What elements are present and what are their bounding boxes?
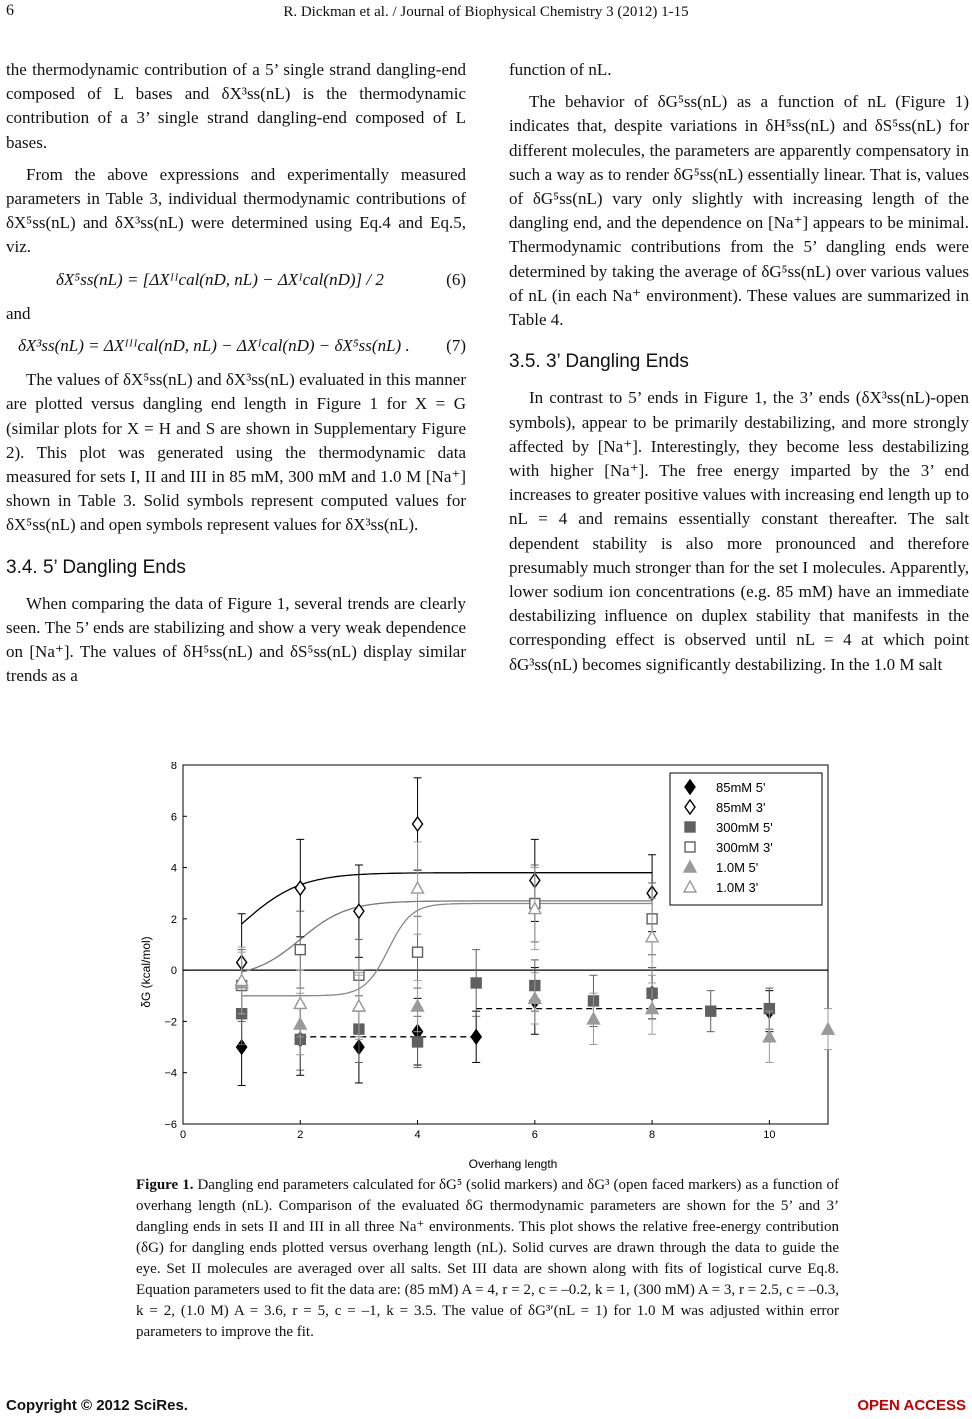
data-point [353, 1000, 365, 1011]
section-heading-3-4: 3.4. 5’ Dangling Ends [6, 556, 186, 578]
page-number: 6 [6, 2, 14, 19]
legend-marker [685, 842, 695, 852]
equation-6-body: δX⁵ss(nL) = [ΔXᴵᴵcal(nD, nL) − ΔXᴵcal(nD)] / 2 [56, 269, 384, 289]
legend-marker [685, 822, 695, 832]
left-paragraph-3: The values of δX⁵ss(nL) and δX³ss(nL) evaluated in this manner are plotted versus dangling end length in Figure 1 for X = G (similar plots for X = H and S are shown in Supplementary Figure 2). This plot was generated using the thermodynamic data measured for sets I, II and III in 85 mM, 300 mM and 1.0 M [Na⁺] shown in Table 3. Solid symbols represent computed values for δX⁵ss(nL) and open symbols represent values for δX³ss(nL). [6, 370, 466, 535]
figure-1-chart [138, 762, 838, 1172]
equation-7 [6, 334, 466, 358]
data-point [295, 945, 305, 955]
data-point [413, 1037, 423, 1047]
y-axis-label: δG (kcal/mol) [139, 936, 153, 1008]
data-point [822, 1023, 834, 1034]
y-tick-label: 4 [170, 862, 177, 875]
x-axis-label: Overhang length [468, 1157, 558, 1171]
left-paragraph-2: From the above expressions and experimentally measured parameters in Table 3, individual thermodynamic contributions of δX⁵ss(nL) and δX³ss(nL) were determined using Eq.4 and Eq.5, viz. [6, 164, 466, 257]
x-tick-label: 10 [763, 1129, 776, 1141]
equation-6-number: (6) [446, 269, 466, 289]
y-tick-label: −4 [164, 1067, 177, 1080]
running-header: R. Dickman et al. / Journal of Biophysical Chemistry 3 (2012) 1-15 [283, 4, 689, 20]
data-point [763, 1031, 775, 1042]
data-point [471, 1030, 481, 1044]
caption-label: Figure 1. [136, 1177, 194, 1193]
equation-6 [6, 268, 466, 292]
right-column [509, 58, 969, 685]
x-tick-label: 0 [179, 1129, 187, 1141]
legend-label: 85mM 3' [716, 800, 766, 815]
section-heading-3-5: 3.5. 3’ Dangling Ends [509, 351, 689, 373]
y-tick-label: −6 [164, 1119, 177, 1131]
data-point [529, 992, 541, 1003]
legend-label: 300mM 3' [716, 840, 773, 855]
fit-curve [242, 873, 652, 924]
legend-label: 85mM 5' [716, 780, 766, 795]
open-access-label: OPEN ACCESS [857, 1397, 966, 1414]
equation-7-number: (7) [446, 336, 466, 356]
data-point [294, 997, 306, 1008]
x-tick-label: 4 [414, 1129, 421, 1141]
y-tick-label: 2 [170, 913, 177, 926]
y-tick-label: 6 [170, 811, 177, 824]
data-point [412, 882, 424, 893]
right-paragraph-1: function of nL. [509, 60, 612, 79]
left-paragraph-4: When comparing the data of Figure 1, several trends are clearly seen. The 5’ ends are stabilizing and show a very weak dependence on [Na⁺]. The values of δH⁵ss(nL) and δS⁵ss(nL) display similar trends as a [6, 593, 466, 686]
legend-label: 1.0M 3' [716, 880, 759, 895]
legend-label: 1.0M 5' [716, 860, 759, 875]
data-point [587, 1013, 599, 1024]
figure-caption [136, 1175, 839, 1343]
right-paragraph-2: The behavior of δG⁵ss(nL) as a function of nL (Figure 1) indicates that, despite variations in δH⁵ss(nL) and δS⁵ss(nL) for different molecules, the parameters are apparently compensatory in such a way as to render δG⁵ss(nL) essentially linear. That is, values of δG⁵ss(nL) vary only slightly with increasing length of the dangling end, and the dependence on [Na⁺] appears to be minimal. Thermodynamic contributions from the 5’ dangling ends were determined by taking the average of δG⁵ss(nL) over various values of nL (in each Na⁺ environment). These values are summarized in Table 4. [509, 92, 969, 330]
y-tick-label: 0 [170, 965, 177, 978]
copyright-notice: Copyright © 2012 SciRes. [6, 1397, 188, 1414]
x-tick-label: 6 [531, 1129, 538, 1141]
y-tick-label: −2 [164, 1016, 177, 1029]
data-point [412, 1000, 424, 1011]
data-point [413, 947, 423, 957]
left-paragraph-1: the thermodynamic contribution of a 5’ single strand dangling-end composed of L bases and δX³ss(nL) is the thermodynamic contribution of a 3’ single strand dangling-end composed of L bases. [6, 60, 466, 152]
left-column [6, 58, 466, 697]
right-paragraph-3: In contrast to 5’ ends in Figure 1, the 3’ ends (δX³ss(nL)-open symbols), appear to be primarily destabilizing, and more strongly affected by [Na⁺]. Interestingly, they become less destabilizing with higher [Na⁺]. The free energy imparted by the 3’ end increases to greater positive values with increasing end length up to nL = 4 and remains essentially constant thereafter. The salt dependent stability is also more pronounced and therefore presumably much stronger than for the set I molecules. Apparently, lower sodium ion concentrations (e.g. 85 mM) have an immediate destabilizing influence on duplex stability that manifests in the corresponding effect is observed until nL = 4 at which point δG³ss(nL) becomes significantly destabilizing. In the 1.0 M salt [509, 388, 969, 674]
legend-label: 300mM 5' [716, 820, 773, 835]
data-point [706, 1006, 716, 1016]
and-text: and [6, 303, 31, 323]
y-tick-label: 8 [170, 762, 177, 772]
data-point [471, 978, 481, 988]
data-point [646, 931, 658, 942]
x-tick-label: 8 [649, 1129, 656, 1141]
data-point [413, 817, 423, 831]
equation-7-body: δX³ss(nL) = ΔXᴵᴵᴵcal(nD, nL) − ΔXᴵcal(nD) − δX⁵ss(nL) . [18, 336, 410, 356]
x-tick-label: 2 [297, 1129, 304, 1141]
caption-text: Dangling end parameters calculated for δG⁵ (solid markers) and δG³ (open faced markers) as a function of overhang length (nL). Comparison of the evaluated δG thermodynamic parameters are shown for the 5’ and 3’ dangling ends in sets II and III in all three Na⁺ environments. This plot shows the relative free-energy contribution (δG) for dangling ends plotted versus overhang length (nL). Solid curves are drawn through the data to guide the eye. Set II molecules are averaged over all salts. Set III data are shown along with fits of logistical curve Eq.8. Equation parameters used to fit the data are: (85 mM) A = 4, r = 2, c = –0.2, k = 1, (300 mM) A = 3, r = 2.5, c = –0.3, k = 2, (1.0 M) A = 3.6, r = 5, c = –1, k = 3.5. The value of δG³′(nL = 1) for 1.0 M was adjusted within error parameters to improve the fit. [136, 1177, 840, 1340]
